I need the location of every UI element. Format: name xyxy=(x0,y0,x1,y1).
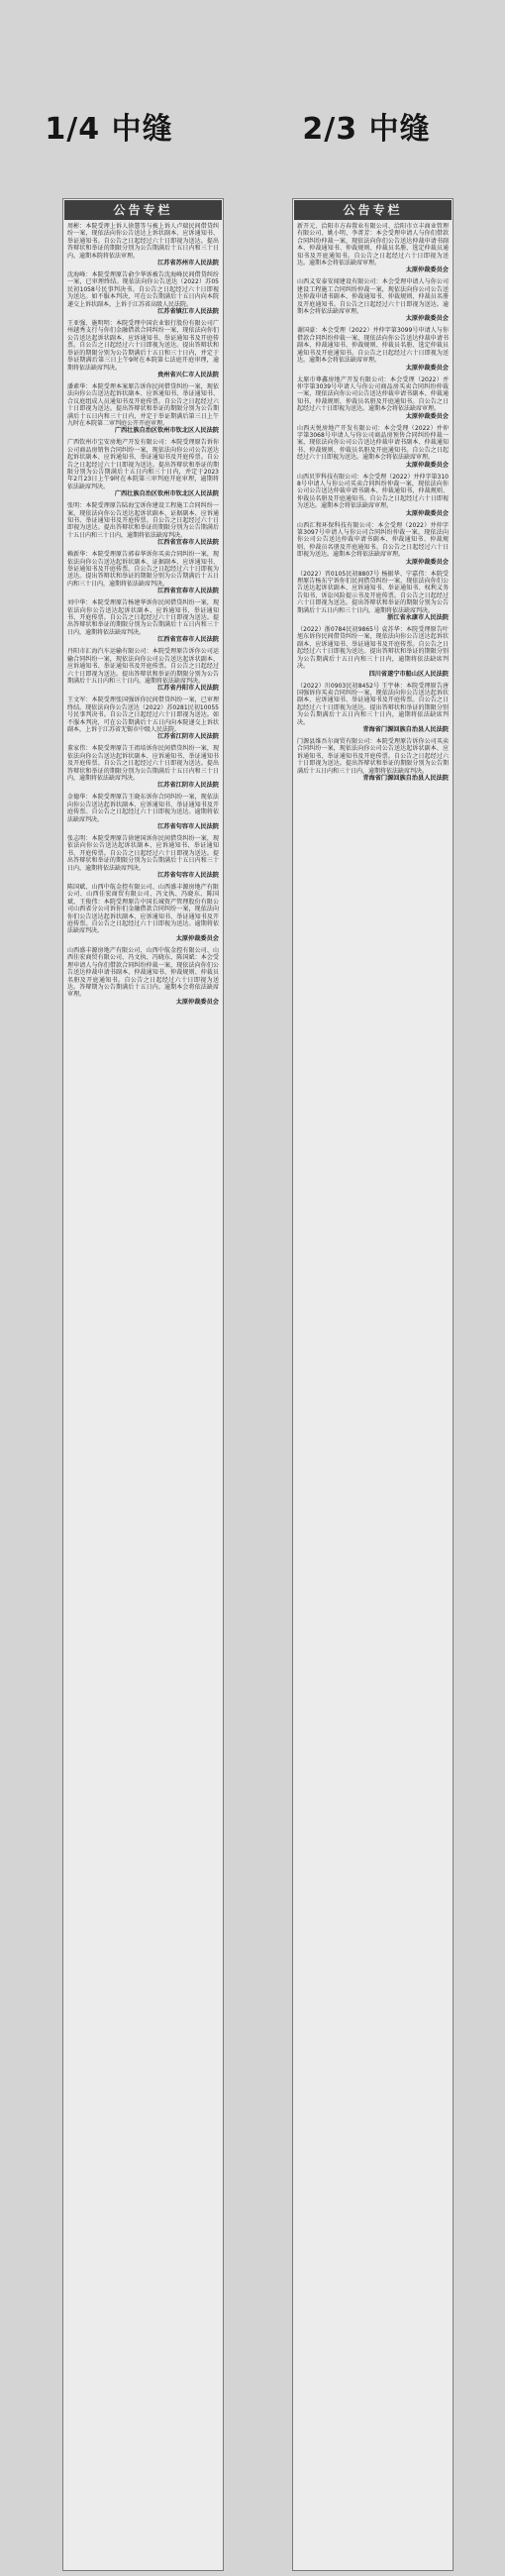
left-column-size-label: 1/4 中缝 xyxy=(45,112,173,147)
notice-text: 山西义安泰安闻建设有限公司：本会受理申请人与你公司建设工程施工合同纠纷仲裁一案，现依法向你公司公告送达仲裁申请书副本、仲裁通知书、仲裁规则、仲裁员名册及开庭通知书。自公告之日起经过六十日即视为送达。逾期本会将依法缺席审理。 xyxy=(297,278,449,316)
notice-issuer: 青海省门源回族自治县人民法院 xyxy=(362,774,449,782)
notice-item xyxy=(297,474,449,518)
notice-issuer: 太原仲裁委员会 xyxy=(405,315,449,323)
notice-text: 新开元、洽阳市方春置业有限公司、洽阳市立丰商业管理有限公司、姚小明、李菁芳：本会受理申请人与你们借款合同纠纷仲裁一案，现依法向你们公告送达仲裁申请书副本、仲裁通知书、仲裁规则、仲裁员名册、选定仲裁员通知书及开庭通知书。自公告之日起经过六十日即视为送达。逾期本会将依法缺席审理。 xyxy=(297,223,449,268)
notice-text: 金德华：本院受理原告王晓东诉你合同纠纷一案，现依法向你公告送达起诉状副本、应诉通知书、举证通知书及开庭传票。自公告之日起经过六十日即视为送达。逾期将依法缺席判决。 xyxy=(67,794,219,823)
notice-text: 山西盛丰源房地产有限公司、山西中航金控有限公司、山西佳宏商贸有限公司、冯文执、冯晓东、陈国斌：本会受理申请人与你们借款合同纠纷仲裁一案，现依法向你们公告送达仲裁申请书副本、仲裁通知书、仲裁规则、仲裁员名册及开庭通知书。自公告之日起经过六十日即视为送达。答辩期为公告期满后十五日内。逾期本会将依法缺席审理。 xyxy=(67,946,219,999)
notice-text: 谢国豪：本会受理（2022）并仲字第3099号申请人与你借款合同纠纷仲裁一案，现依法向你公告送达仲裁申请书副本、仲裁通知书、仲裁规则、仲裁员名册、选定仲裁员通知书及开庭通知书。自公告之日起经过六十日即视为送达。逾期本会将依法缺席审理。 xyxy=(297,327,449,365)
notice-text: 董家伟：本院受理原告王祖培诉你民间借贷纠纷一案，现依法向你公告送达起诉状副本、应诉通知书、举证通知书及开庭传票。自公告之日起经过六十日即视为送达。提出答辩状和举证的期限分别为公告期满后十五日内和三十日内，逾期将依法缺席判决。 xyxy=(67,745,219,782)
notice-issuer: 广西壮族自治区钦州市钦北区人民法院 xyxy=(114,427,219,435)
notice-issuer: 江西省宜春市人民法院 xyxy=(157,539,219,547)
notice-issuer: 太原仲裁委员会 xyxy=(175,934,219,942)
notice-text: 沈海峰：本院受理原告俞少华诉被告沈海峰民间借贷纠纷一案，已审理终结。现依法向你公告送达（2022）苏05民初1058号民事判决书。自公告之日起经过六十日即视为送达。如不服本判决，可在公告期满后十五日内向本院递交上诉状副本，上诉于江苏省高级人民法院。 xyxy=(67,271,219,308)
right-column-size-label: 2/3 中缝 xyxy=(302,112,431,147)
notice-text: （2022）浙0784民初9865号 袁苏华：本院受理原告叶旭东诉你民间借贷纠纷一案，现依法向你公告送达起诉状副本、应诉通知书、举证通知书及开庭传票。自公告之日起经过六十日即视为送达。提出答辩状和举证的期限分别为公告期满后十五日内和三十日内，逾期将依法缺席判决。 xyxy=(297,626,449,671)
notice-issuer: 江西省宜春市人民法院 xyxy=(157,588,219,595)
notice-item xyxy=(297,683,449,734)
notice-text: 丹阳市汇海汽车运输有限公司：本院受理原告诉你公司运输合同纠纷一案，现依法向你公司公告送达起诉状副本、应诉通知书、举证通知书及开庭传票。自公告之日起经过六十日即视为送达。提出答辩状和举证的期限分别为公告期满后十五日内和三十日内，逾期将依法缺席判决。 xyxy=(67,648,219,685)
notice-item xyxy=(297,278,449,323)
notice-text: （2022）晋0105民初8807号 杨振华、宁嘉伟：本院受理原告杨东宁诉你们民间借贷纠纷一案，现依法向你们公告送达起诉状副本、应诉通知书、举证通知书、权利义务告知书、诉讼风险提示书及开庭传票。自公告之日起经过六十日即视为送达。提出答辩状和举证的期限分别为公告期满后十五日内和三十日内，逾期将依法缺席判决。 xyxy=(297,570,449,614)
right-notice-column xyxy=(292,198,454,2571)
notice-text: 山西汇和环保科技有限公司：本会受理（2022）并仲字第3097号申请人与你公司合同纠纷仲裁一案，现依法向你公司公告送达仲裁申请书副本、仲裁通知书、仲裁规则、仲裁员名册及开庭通知书。自公告之日起经过六十日即视为送达。逾期本会将依法缺席审理。 xyxy=(297,521,449,559)
notice-issuer: 江西省宜春市人民法院 xyxy=(157,636,219,644)
notice-text: 周彬：本院受理上诉人徐慧等与被上诉人卢瑞民间借贷纠纷一案，现依法向你公告送达上诉状副本、应诉通知书、举证通知书。自公告之日起经过六十日即视为送达。提出答辩状和举证的期限分别为公告期满后十五日内和三十日内。逾期本院将依法审理。 xyxy=(67,223,219,260)
left-notice-list xyxy=(63,221,223,1007)
notice-text: 刘中华：本院受理原告杨建华诉你民间借贷纠纷一案，现依法向你公告送达起诉状副本、应诉通知书、举证通知书、开庭传票。自公告之日起经过六十日即视为送达。提出答辩状和举证的期限分别为公告期满后十五日内和三十日内，逾期将依法缺席判决。 xyxy=(67,599,219,636)
notice-issuer: 广西壮族自治区钦州市钦北区人民法院 xyxy=(114,490,219,498)
notice-item xyxy=(67,697,219,741)
notice-text: 王亚强、施明明：本院受理中国农业银行股份有限公司广州越秀支行与你们金融借款合同纠纷一案，现依法向你们公告送达起诉状副本、应诉通知书、举证通知书及开庭传票。自公告之日起经过六十日即视为送达。提出答辩状和举证的期限分别为公告期满后十五日和三十日内，并定于举证期满后第三日上午9时在本院第七法庭开庭审理，逾期将依法缺席判决。 xyxy=(67,320,219,372)
notice-item xyxy=(297,376,449,421)
notice-item xyxy=(297,571,449,622)
notice-text: 山西天悦房地产开发有限公司：本会受理（2022）并仲字第3068号申请人与你公司商品房预售合同纠纷仲裁一案，现依法向你公司公告送达仲裁申请书副本、仲裁通知书、仲裁规则、仲裁员名册及开庭通知书。自公告之日起经过六十日即视为送达。逾期本会将依法缺席审理。 xyxy=(297,424,449,462)
notice-issuer: 太原仲裁委员会 xyxy=(405,364,449,372)
notice-text: 山西贝罗科技有限公司：本会受理（2022）并仲字第3108号申请人与你公司买卖合同纠纷仲裁一案，现依法向你公司公告送达仲裁申请书副本、仲裁通知书、仲裁规则、仲裁员名册及开庭通知书。自公告之日起经过六十日即视为送达。逾期本会将依法缺席审理。 xyxy=(297,473,449,510)
notice-item xyxy=(67,648,219,693)
notice-issuer: 江苏省镇江市人民法院 xyxy=(157,308,219,316)
notice-item xyxy=(297,223,449,274)
notice-item xyxy=(297,425,449,470)
notice-item xyxy=(67,794,219,831)
notice-item xyxy=(67,835,219,880)
notice-item xyxy=(67,947,219,1007)
notice-issuer: 太原仲裁委员会 xyxy=(405,412,449,420)
notice-item xyxy=(297,738,449,783)
notice-item xyxy=(297,522,449,567)
notice-item xyxy=(297,626,449,678)
notice-item xyxy=(67,439,219,498)
right-notice-list xyxy=(293,221,453,783)
notice-text: 赖新华：本院受理原告郭春华诉你买卖合同纠纷一案，现依法向你公告送达起诉状副本、证据副本、应诉通知书、举证通知书及开庭传票。自公告之日起经过六十日即视为送达。提出答辩状和举证的期限分别为公告期满后十五日内和三十日内，逾期将依法缺席判决。 xyxy=(67,551,219,588)
notice-issuer: 江苏省江阴市人民法院 xyxy=(157,782,219,790)
notice-issuer: 太原仲裁委员会 xyxy=(405,558,449,566)
notice-item xyxy=(297,327,449,372)
notice-text: 王文军：本院受理张国强诉你民间借贷纠纷一案，已审理终结。现依法向你公告送达（2022）苏0281民初10055号民事判决书。自公告之日起经过六十日即视为送达。如不服本判决，可在公告期满后十五日内向本院递交上诉状副本，上诉于江苏省无锡市中级人民法院。 xyxy=(67,697,219,733)
notice-item xyxy=(67,271,219,316)
notice-item xyxy=(67,320,219,379)
notice-issuer: 贵州省兴仁市人民法院 xyxy=(157,371,219,378)
notice-item xyxy=(67,599,219,644)
notice-issuer: 江苏省丹阳市人民法院 xyxy=(157,685,219,693)
notice-text: 广西钦州市宝安房地产开发有限公司：本院受理原告诉你公司商品房销售合同纠纷一案，现依法向你公司公告送达起诉状副本、应诉通知书、举证通知书及开庭传票。自公告之日起经过六十日即视为送达。提出答辩状和举证的期限分别为公告期满后十五日内和三十日内，并定于2023年2月23日上午9时在本院第三审判庭开庭审理，逾期将依法缺席判决。 xyxy=(67,439,219,490)
notice-text: 陈国斌、山西中航金控有限公司、山西盛丰源房地产有限公司、山西佳宏商贸有限公司、冯文执、冯晓东、陈国斌、王俊伟：本院受理原告中国长城资产管理股份有限公司山西省分公司诉你们金融借款合同纠纷一案，现依法向你们公告送达起诉状副本、应诉通知书、举证通知书及开庭传票。自公告之日起经过六十日即视为送达。逾期将依法缺席判决。 xyxy=(67,884,219,935)
notice-item xyxy=(67,223,219,268)
notice-issuer: 青海省门源回族自治县人民法院 xyxy=(362,725,449,733)
notice-text: 张明：本院受理原告陆海宝诉你建设工程施工合同纠纷一案，现依法向你公告送达起诉状副本、证据副本、应诉通知书、举证通知书及开庭传票。自公告之日起经过六十日即视为送达。提出答辩状和举证的期限分别为公告期满后十五日内和三十日内，逾期将依法缺席判决。 xyxy=(67,502,219,539)
notice-text: 张志明：本院受理原告徐建国诉你民间借贷纠纷一案，现依法向你公告送达起诉状副本、应诉通知书、举证通知书、开庭传票。自公告之日起经过六十日即视为送达。提出答辩状和举证的期限分别为公告期满后十五日内和三十日内，逾期将依法缺席判决。 xyxy=(67,835,219,872)
notice-item xyxy=(67,884,219,943)
notice-item xyxy=(67,745,219,790)
column-header: 公告专栏 xyxy=(294,200,452,220)
notice-issuer: 太原仲裁委员会 xyxy=(405,267,449,274)
notice-text: 太原市尊鑫房地产开发有限公司：本会受理（2022）并仲字第3039号申请人与你公司商品房买卖合同纠纷仲裁一案，现依法向你公司公告送达仲裁申请书副本、仲裁通知书、仲裁规则、仲裁员名册及开庭通知书。自公告之日起经过六十日即视为送达。逾期本会将依法缺席审理。 xyxy=(297,376,449,413)
column-header: 公告专栏 xyxy=(64,200,222,220)
left-notice-column xyxy=(62,198,224,2571)
notice-item xyxy=(67,551,219,595)
notice-text: 潘素华：本院受理本案原告诉你民间借贷纠纷一案，现依法向你公告送达起诉状副本、应诉通知书、举证通知书、合议庭组成人员通知书及开庭传票。自公告之日起经过六十日即视为送达。提出答辩状和举证的期限分别为公告期满后十五日内和三十日内，并定于举证期满后第三日上午九时在本院第二审判庭公开开庭审理。 xyxy=(67,382,219,427)
notice-issuer: 太原仲裁委员会 xyxy=(405,509,449,517)
notice-issuer: 浙江省永康市人民法院 xyxy=(387,614,449,622)
notice-issuer: 四川省遂宁市船山区人民法院 xyxy=(368,670,449,678)
notice-text: 门源县维吾尔商贸有限公司：本院受理原告诉你公司买卖合同纠纷一案，现依法向你公司公告送达起诉状副本、应诉通知书、举证通知书及开庭传票。自公告之日起经过六十日即视为送达。提出答辩状和举证的期限分别为公告期满后十五日内和三十日内，逾期将依法缺席判决。 xyxy=(297,737,449,775)
notice-issuer: 江苏省句容市人民法院 xyxy=(157,823,219,830)
notice-issuer: 太原仲裁委员会 xyxy=(175,998,219,1006)
notice-text: （2022）川0903民初8452号 王宇林：本院受理原告唐国强诉你买卖合同纠纷一案，现依法向你公告送达起诉状副本、应诉通知书、举证通知书及开庭传票。自公告之日起经过六十日即视为送达。提出答辩状和举证的期限分别为公告期满后十五日内和三十日内，逾期将依法缺席判决。 xyxy=(297,682,449,726)
notice-item xyxy=(67,502,219,547)
notice-issuer: 江苏省句容市人民法院 xyxy=(157,872,219,880)
notice-issuer: 太原仲裁委员会 xyxy=(405,461,449,469)
notice-issuer: 江苏省苏州市人民法院 xyxy=(157,260,219,268)
notice-issuer: 江苏省江阴市人民法院 xyxy=(157,733,219,741)
notice-item xyxy=(67,383,219,435)
